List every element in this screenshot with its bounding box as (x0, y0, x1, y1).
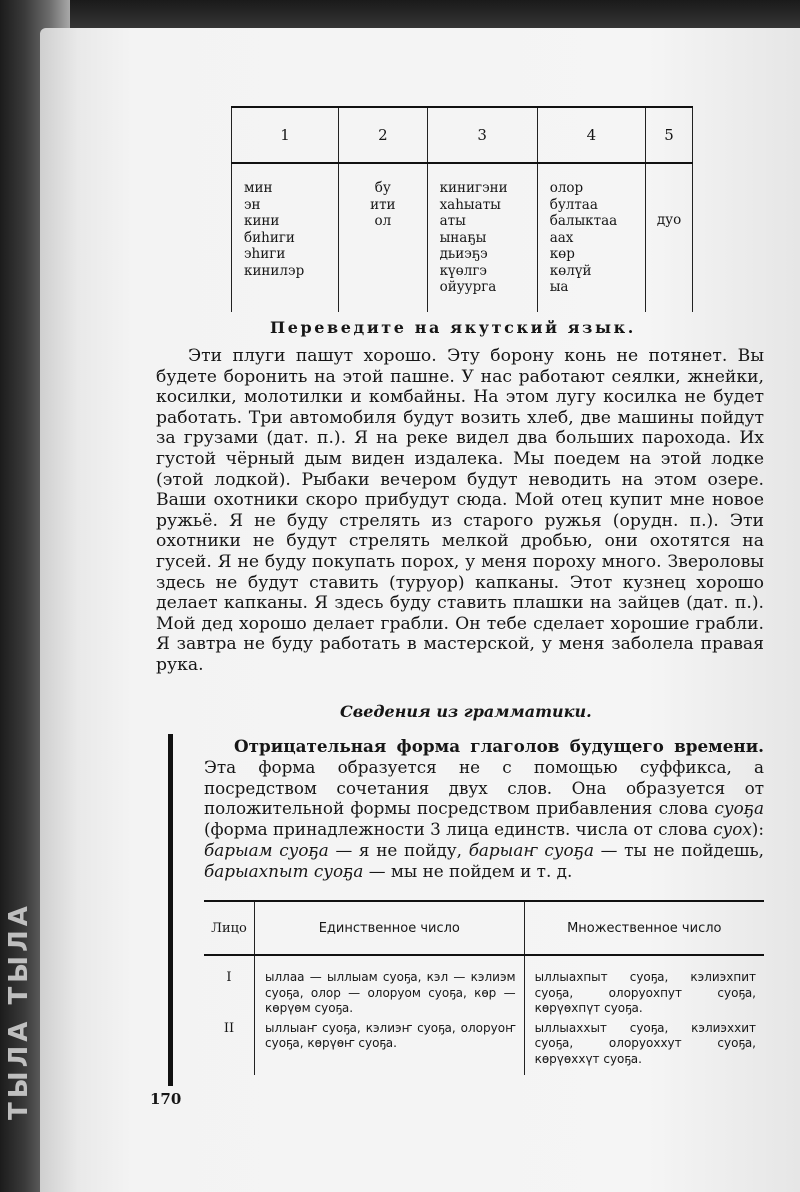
col-header-plural: Множественное число (524, 901, 764, 955)
word-cell: ойуурга (439, 279, 497, 295)
pronouns-column (232, 163, 339, 312)
grammar-example: барыам суоҕа (204, 839, 329, 860)
word-cell: эн (244, 196, 261, 213)
word-cell: аах (549, 229, 574, 246)
word-cell: олор (549, 180, 584, 196)
word-cell: кини (244, 213, 280, 229)
col-header-3: 3 (427, 107, 537, 163)
demonstratives-column (339, 163, 427, 312)
word-cell: ол (374, 213, 392, 229)
grammar-text-part: ): (751, 819, 764, 840)
word-cell: бу (374, 180, 391, 196)
grammar-example: барыаҥ суоҕа (468, 839, 594, 860)
col-header-4: 4 (537, 107, 645, 163)
col-header-5: 5 (646, 107, 693, 163)
word-cell: ынаҕы (439, 229, 487, 246)
word-table-row (232, 163, 693, 312)
grammar-example: суоҕа (714, 798, 764, 819)
grammar-text-part: — мы не пойдем и т. д. (363, 860, 573, 881)
objects-column (427, 163, 537, 312)
word-cell: көлүй (549, 262, 592, 279)
grammar-lead: Отрицательная форма глаголов будущего времени. (234, 736, 764, 756)
word-cell: көр (549, 246, 575, 262)
word-cell: биһиги (244, 229, 295, 246)
grammar-text-part: (форма принадлежности 3 лица единств. числа от слова (204, 819, 714, 840)
grammar-heading: Сведения из грамматики. (340, 702, 592, 721)
word-cell: ити (370, 196, 396, 213)
particle-column (646, 163, 693, 312)
grammar-paragraph (204, 736, 764, 882)
person-cell: II (223, 1020, 235, 1036)
word-cell: дуо (656, 212, 682, 228)
table-row (204, 1017, 764, 1076)
page-number: 170 (150, 1090, 182, 1108)
word-table-header (232, 107, 693, 163)
col-header-1: 1 (232, 107, 339, 163)
col-header-singular: Единственное число (255, 901, 525, 955)
word-cell: бултаа (549, 196, 598, 213)
word-cell: эһиги (244, 246, 286, 262)
grammar-example: барыахпыт суоҕа (204, 860, 364, 881)
table-row (204, 955, 764, 1017)
exercise-paragraph: Эти плуги пашут хорошо. Эту борону конь не потянет. Вы будете боронить на этой пашне. У нас работают сеялки, жнейки, косилки, молотилки и комбайны. На этом лугу косилка не будет работать. Три автомобиля будут возить хлеб, две машины пойдут за грузами (дат. п.). Я на реке видел два больших парохода. Их густой чёрный дым виден издалека. Мы поедем на этой лодке (этой лодкой). Рыбаки вечером будут неводить на этом озере. Ваши охотники скоро прибудут сюда. Мой отец купит мне новое ружьё. Я не буду стрелять из старого ружья (орудн. п.). Эти охотники не будут стрелять мелкой дробью, они охотятся на гусей. Я не буду покупать порох, у меня пороху много. Звероловы здесь не будут ставить (туруор) капканы. Этот кузнец хорошо делает капканы. Я здесь буду ставить плашки на зайцев (дат. п.). Мой дед хорошо делает грабли. Он тебе сделает хорошие грабли. Я завтра не буду работать в мастерской, у меня заболела правая рука. (156, 346, 764, 675)
word-cell: балыктаа (549, 213, 618, 229)
grammar-text-part: — я не пойду, (328, 839, 469, 860)
col-header-2: 2 (339, 107, 427, 163)
singular-cell: ыллаа — ыллыам суоҕа, кэл — кэлиэм суоҕа, олор — олоруом суоҕа, көр — көрүөм суоҕа. (255, 955, 525, 1017)
grammar-text-part: — ты не пойдешь, (593, 839, 765, 860)
word-cell: хаһыаты (439, 196, 501, 213)
word-cell: дьиэҕэ (439, 246, 488, 262)
word-cell: кинилэр (244, 262, 305, 279)
spine-lettering: ТЫЛА ТЫЛА (4, 902, 34, 1120)
word-cell: кинигэни (439, 180, 508, 196)
word-cell: аты (439, 213, 466, 229)
exercise-heading: Переведите на якутский язык. (270, 318, 636, 337)
verbs-column (537, 163, 645, 312)
grammar-sidebar-rule (168, 734, 173, 1086)
conjugation-table (204, 900, 764, 1075)
word-cell: ыа (549, 279, 569, 295)
grammar-example: суох (713, 819, 752, 840)
word-cell: күөлгэ (439, 262, 487, 279)
word-table (231, 106, 693, 312)
plural-cell: ыллыаххыт суоҕа, кэлиэххит суоҕа, олоруоххут суоҕа, көрүөххүт суоҕа. (524, 1017, 764, 1076)
singular-cell: ыллыаҥ суоҕа, кэлиэҥ суоҕа, олоруоҥ суоҕа, көрүөҥ суоҕа. (255, 1017, 525, 1076)
person-cell: I (226, 970, 232, 985)
exercise-text (156, 346, 764, 676)
word-cell: мин (244, 180, 273, 196)
grammar-text (204, 736, 764, 882)
conjugation-table-header (204, 901, 764, 955)
plural-cell: ыллыахпыт суоҕа, кэлиэхпит суоҕа, олоруохпут суоҕа, көрүөхпүт суоҕа. (524, 955, 764, 1017)
grammar-text-part: Эта форма образуется не с помощью суффикса, а посредством сочетания двух слов. Она образуется от положительной формы посредством прибавления слова (204, 756, 764, 819)
col-header-person: Лицо (204, 901, 255, 955)
